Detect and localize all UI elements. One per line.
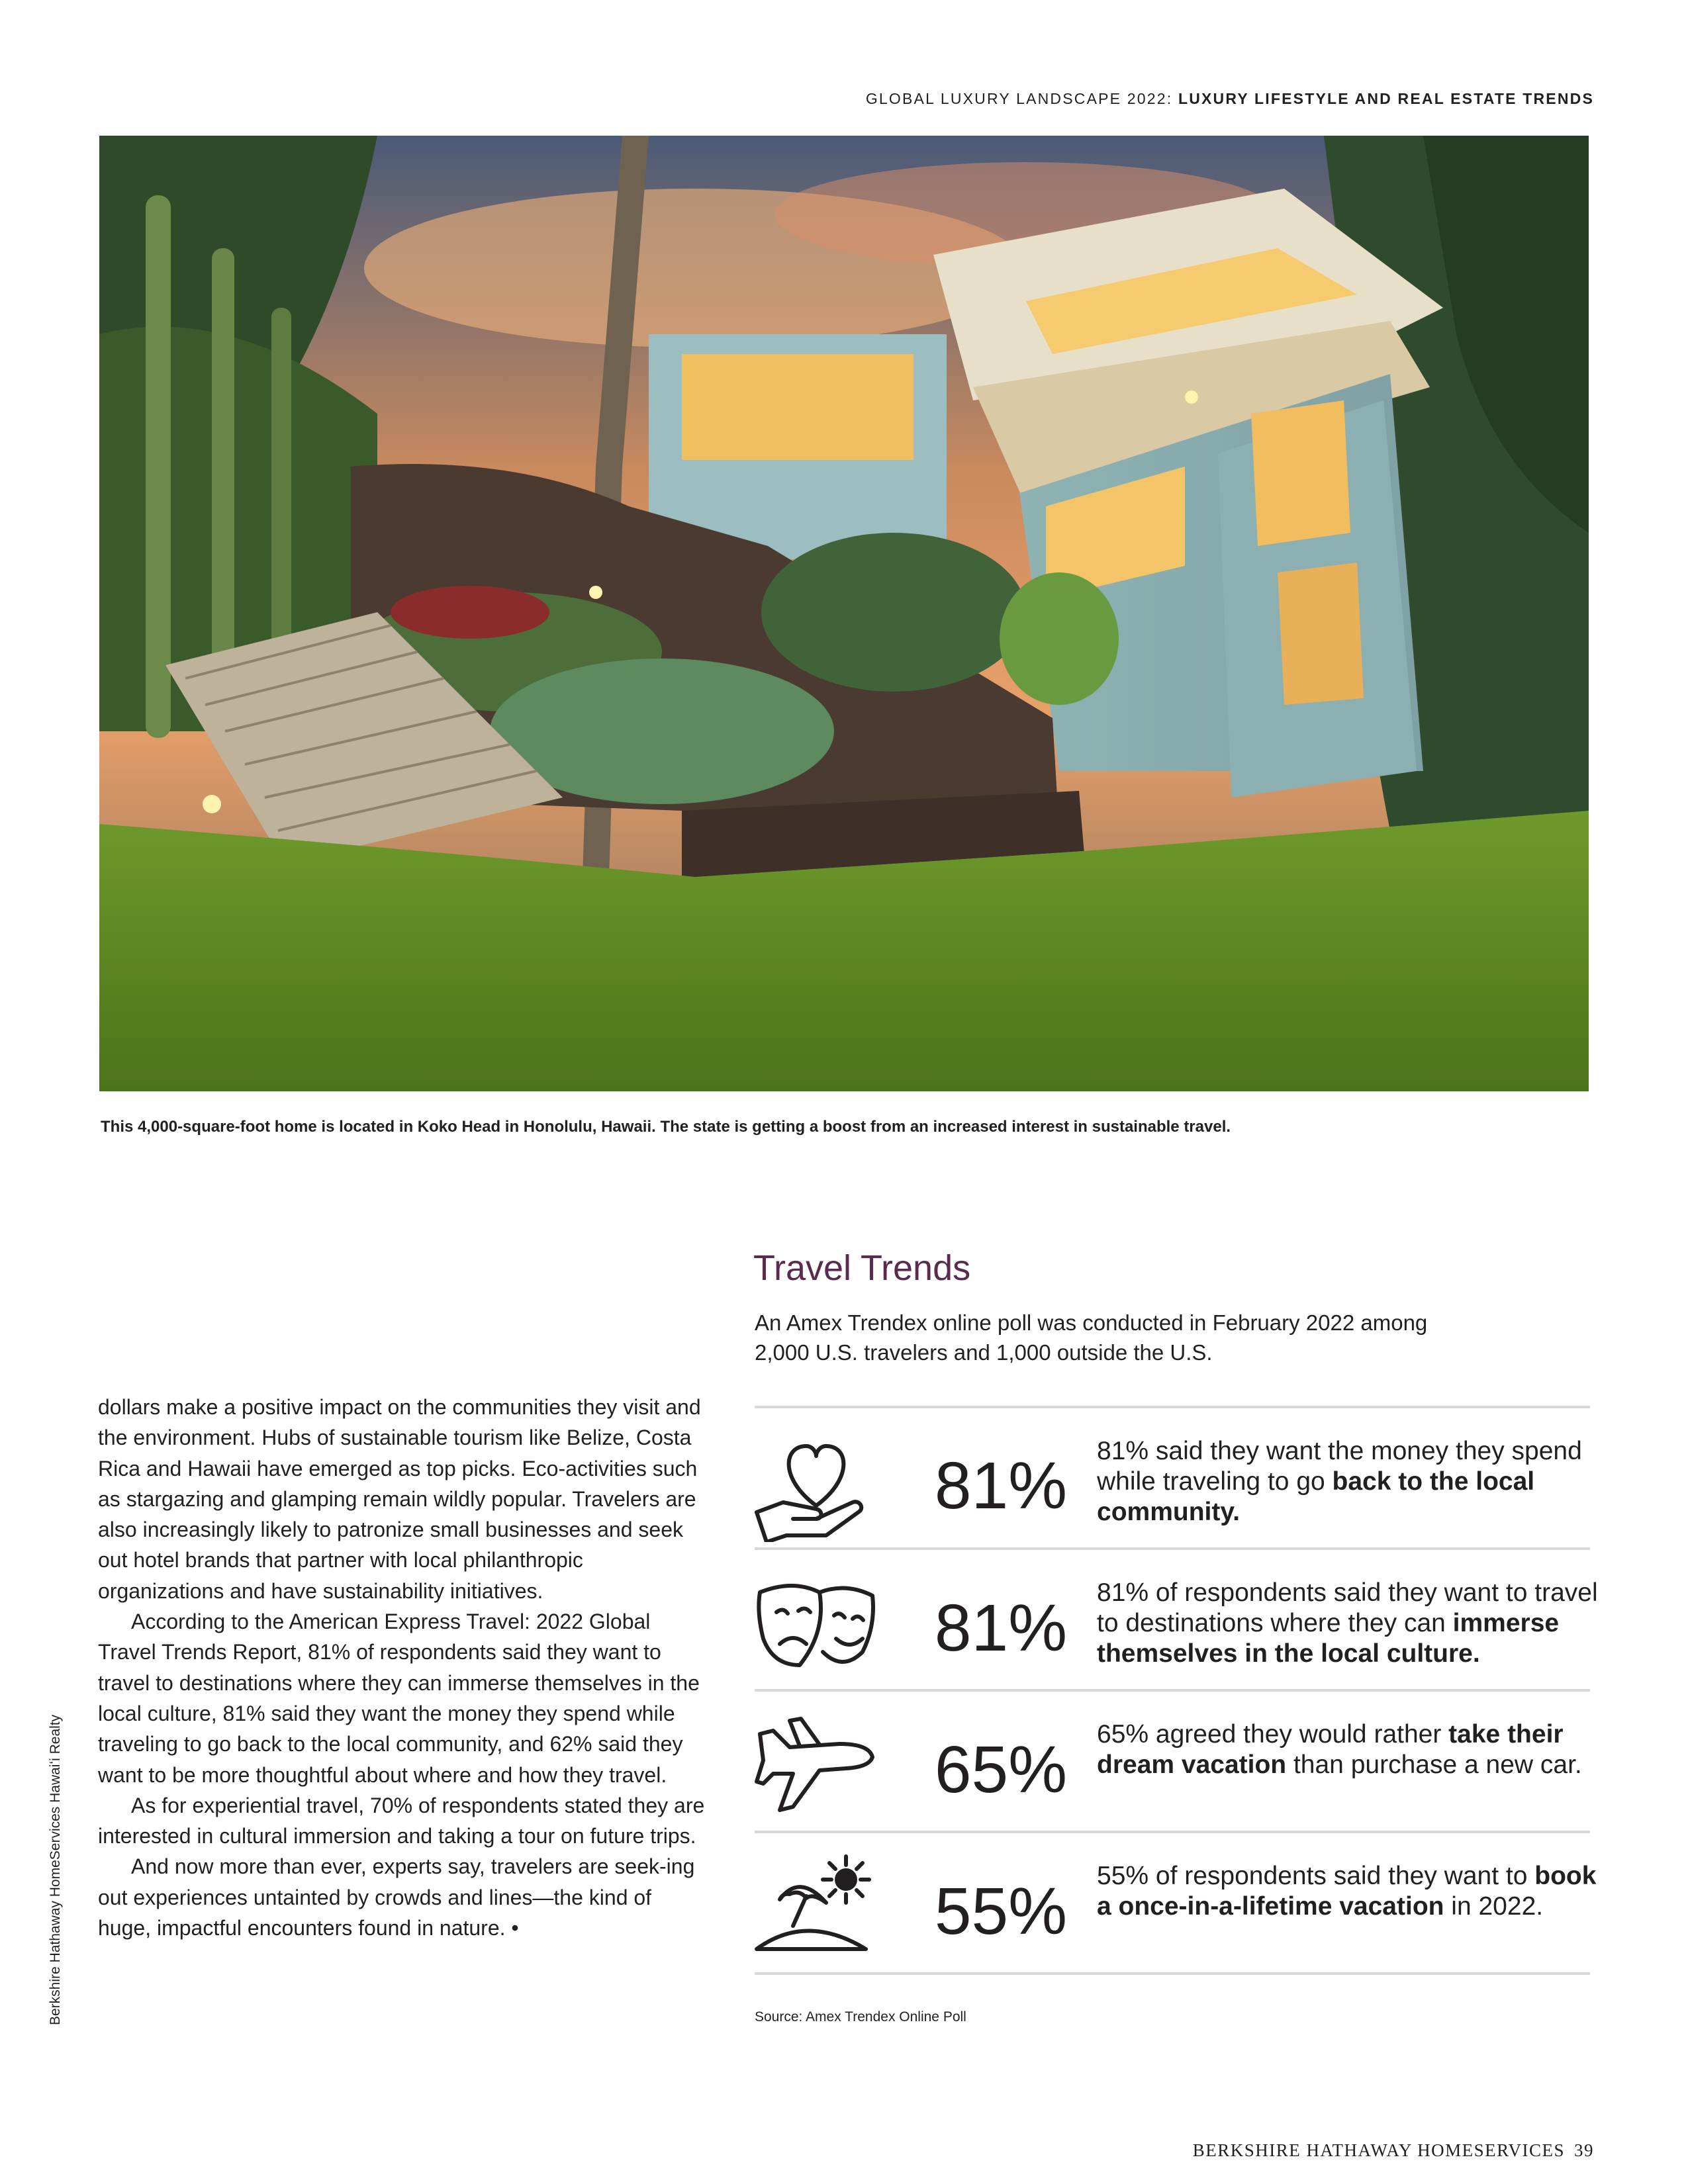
page-header (866, 90, 1594, 108)
body-paragraph: According to the American Express Travel: 2022 Global Travel Trends Report, 81% of respondents said they want to travel to destinations where they can immerse themselves in the local culture, 81% said they want the money they spend while traveling to go back to the local community, and 62% said they want to be more thoughtful about where and how they travel. (98, 1610, 700, 1787)
stat-text-plain: 81% of respondents said they want to travel to destinations where they can (1097, 1578, 1598, 1637)
airplane-icon (753, 1707, 879, 1827)
beach-umbrella-sun-icon (753, 1846, 879, 1966)
stat-percentage: 81% (934, 1449, 1067, 1523)
stat-description (1097, 1861, 1600, 1922)
stat-text-after: than purchase a new car. (1286, 1751, 1582, 1779)
divider (755, 1406, 1590, 1408)
travel-trends-title: Travel Trends (753, 1248, 971, 1288)
stat-text-plain: 65% agreed they would rather (1097, 1720, 1449, 1749)
divider (755, 1831, 1590, 1833)
stat-percentage: 55% (934, 1874, 1067, 1948)
heart-in-hand-icon (753, 1423, 879, 1542)
stat-text-bold: immerse themselves in the local culture. (1097, 1609, 1560, 1668)
divider (755, 1547, 1590, 1550)
page-footer (1193, 2140, 1594, 2161)
body-paragraph: And now more than ever, experts say, travelers are seek-ing out experiences untainted by crowds and lines—the kind of huge, impactful encounters found in nature. • (98, 1854, 695, 1940)
body-paragraph: dollars make a positive impact on the communities they visit and the environment. Hubs of sustainable tourism like Belize, Costa Rica and Hawaii have emerged as top picks. Eco-activities such as stargazing and glamping remain wildly popular. Travelers are also increasingly likely to patronize small businesses and seek out hotel brands that partner with local philanthropic organizations and have sustainability initiatives. (98, 1395, 701, 1603)
page-number: 39 (1574, 2140, 1594, 2160)
travel-trends-intro: An Amex Trendex online poll was conducted in February 2022 among 2,000 U.S. travelers and 1,000 outside the U.S. (755, 1310, 1428, 1365)
article-body (98, 1392, 707, 1943)
theater-masks-icon (753, 1566, 879, 1685)
house-photo (99, 136, 1589, 1091)
stat-text-plain: 55% of respondents said they want to (1097, 1862, 1535, 1890)
stat-description (1097, 1578, 1600, 1669)
stat-percentage: 65% (934, 1733, 1067, 1807)
source-note: Source: Amex Trendex Online Poll (755, 2009, 966, 2025)
header-prefix: GLOBAL LUXURY LANDSCAPE 2022: (865, 90, 1178, 107)
stat-description (1097, 1436, 1600, 1527)
header-title: LUXURY LIFESTYLE AND REAL ESTATE TRENDS (1178, 90, 1594, 107)
stat-text-after: in 2022. (1444, 1892, 1544, 1921)
body-paragraph: As for experiential travel, 70% of respondents stated they are interested in cultural immersion and taking a tour on future trips. (98, 1793, 705, 1848)
stat-text-plain: 81% said they want the money they spend while traveling to go (1097, 1437, 1582, 1496)
footer-brand: BERKSHIRE HATHAWAY HOMESERVICES (1192, 2140, 1565, 2160)
stat-description (1097, 1719, 1600, 1780)
divider (755, 1689, 1590, 1692)
photo-caption: This 4,000-square-foot home is located in Koko Head in Honolulu, Hawaii. The state is getting a boost from an increased interest in sustainable travel. (101, 1118, 1231, 1136)
stat-text-bold: back to the local community. (1097, 1467, 1535, 1526)
stat-text-bold: take their dream vacation (1097, 1720, 1564, 1779)
divider (755, 1972, 1590, 1975)
vertical-credit: Berkshire Hathaway HomeServices Hawaiʻi Realty (48, 1714, 63, 2025)
stat-text-bold: book a once-in-a-lifetime vacation (1097, 1862, 1597, 1921)
stat-percentage: 81% (934, 1591, 1067, 1665)
